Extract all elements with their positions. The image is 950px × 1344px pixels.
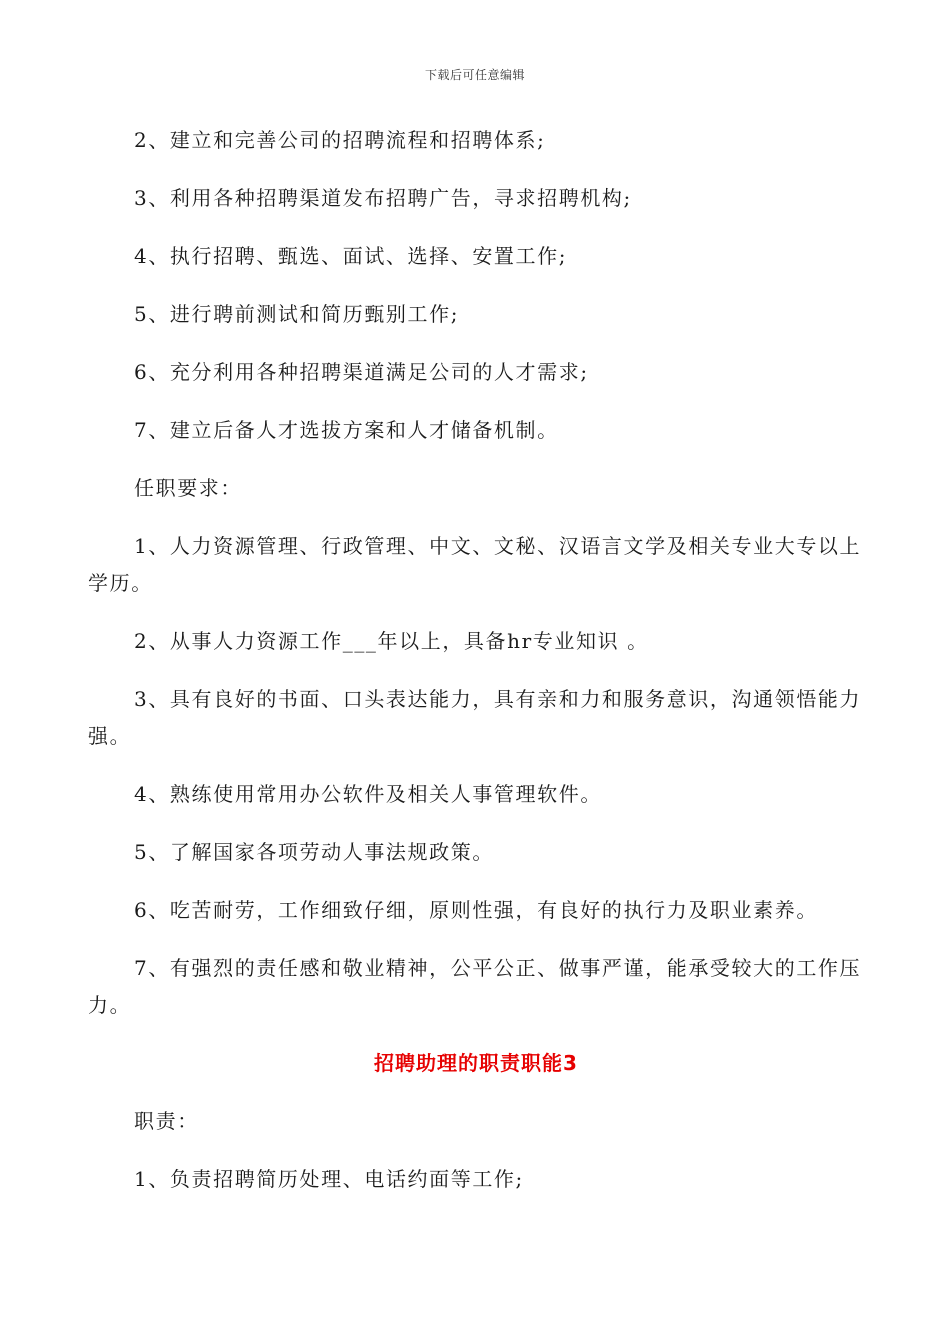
requirement-item-3: 3、具有良好的书面、口头表达能力，具有亲和力和服务意识，沟通领悟能力强。 — [88, 687, 862, 748]
duty-item-7: 7、建立后备人才选拔方案和人才储备机制。 — [134, 418, 559, 442]
requirement-item-7: 7、有强烈的责任感和敬业精神，公平公正、做事严谨，能承受较大的工作压力。 — [88, 956, 862, 1017]
requirement-item-2: 2、从事人力资源工作___年以上，具备hr专业知识 。 — [134, 629, 649, 653]
requirement-item-5: 5、了解国家各项劳动人事法规政策。 — [134, 840, 494, 864]
duty-item-6: 6、充分利用各种招聘渠道满足公司的人才需求; — [134, 360, 589, 384]
requirement-item-6: 6、吃苦耐劳，工作细致仔细，原则性强，有良好的执行力及职业素养。 — [134, 898, 818, 922]
duty-item-2: 2、建立和完善公司的招聘流程和招聘体系; — [134, 128, 546, 152]
requirement-item-1: 1、人力资源管理、行政管理、中文、文秘、汉语言文学及相关专业大专以上学历。 — [88, 534, 862, 595]
requirement-item-4: 4、熟练使用常用办公软件及相关人事管理软件。 — [134, 782, 602, 806]
duty-item-3: 3、利用各种招聘渠道发布招聘广告，寻求招聘机构; — [134, 186, 632, 210]
duty-item-5: 5、进行聘前测试和简历甄别工作; — [134, 302, 460, 326]
duty-item-4: 4、执行招聘、甄选、面试、选择、安置工作; — [134, 244, 568, 268]
section-duties-label: 职责： — [134, 1109, 199, 1133]
section-heading: 招聘助理的职责职能3 — [374, 1051, 578, 1075]
page-header: 下载后可任意编辑 — [424, 68, 525, 82]
document-body — [88, 122, 864, 1219]
requirements-label: 任职要求： — [134, 476, 242, 500]
section-duty-item-1: 1、负责招聘简历处理、电话约面等工作; — [134, 1167, 524, 1191]
